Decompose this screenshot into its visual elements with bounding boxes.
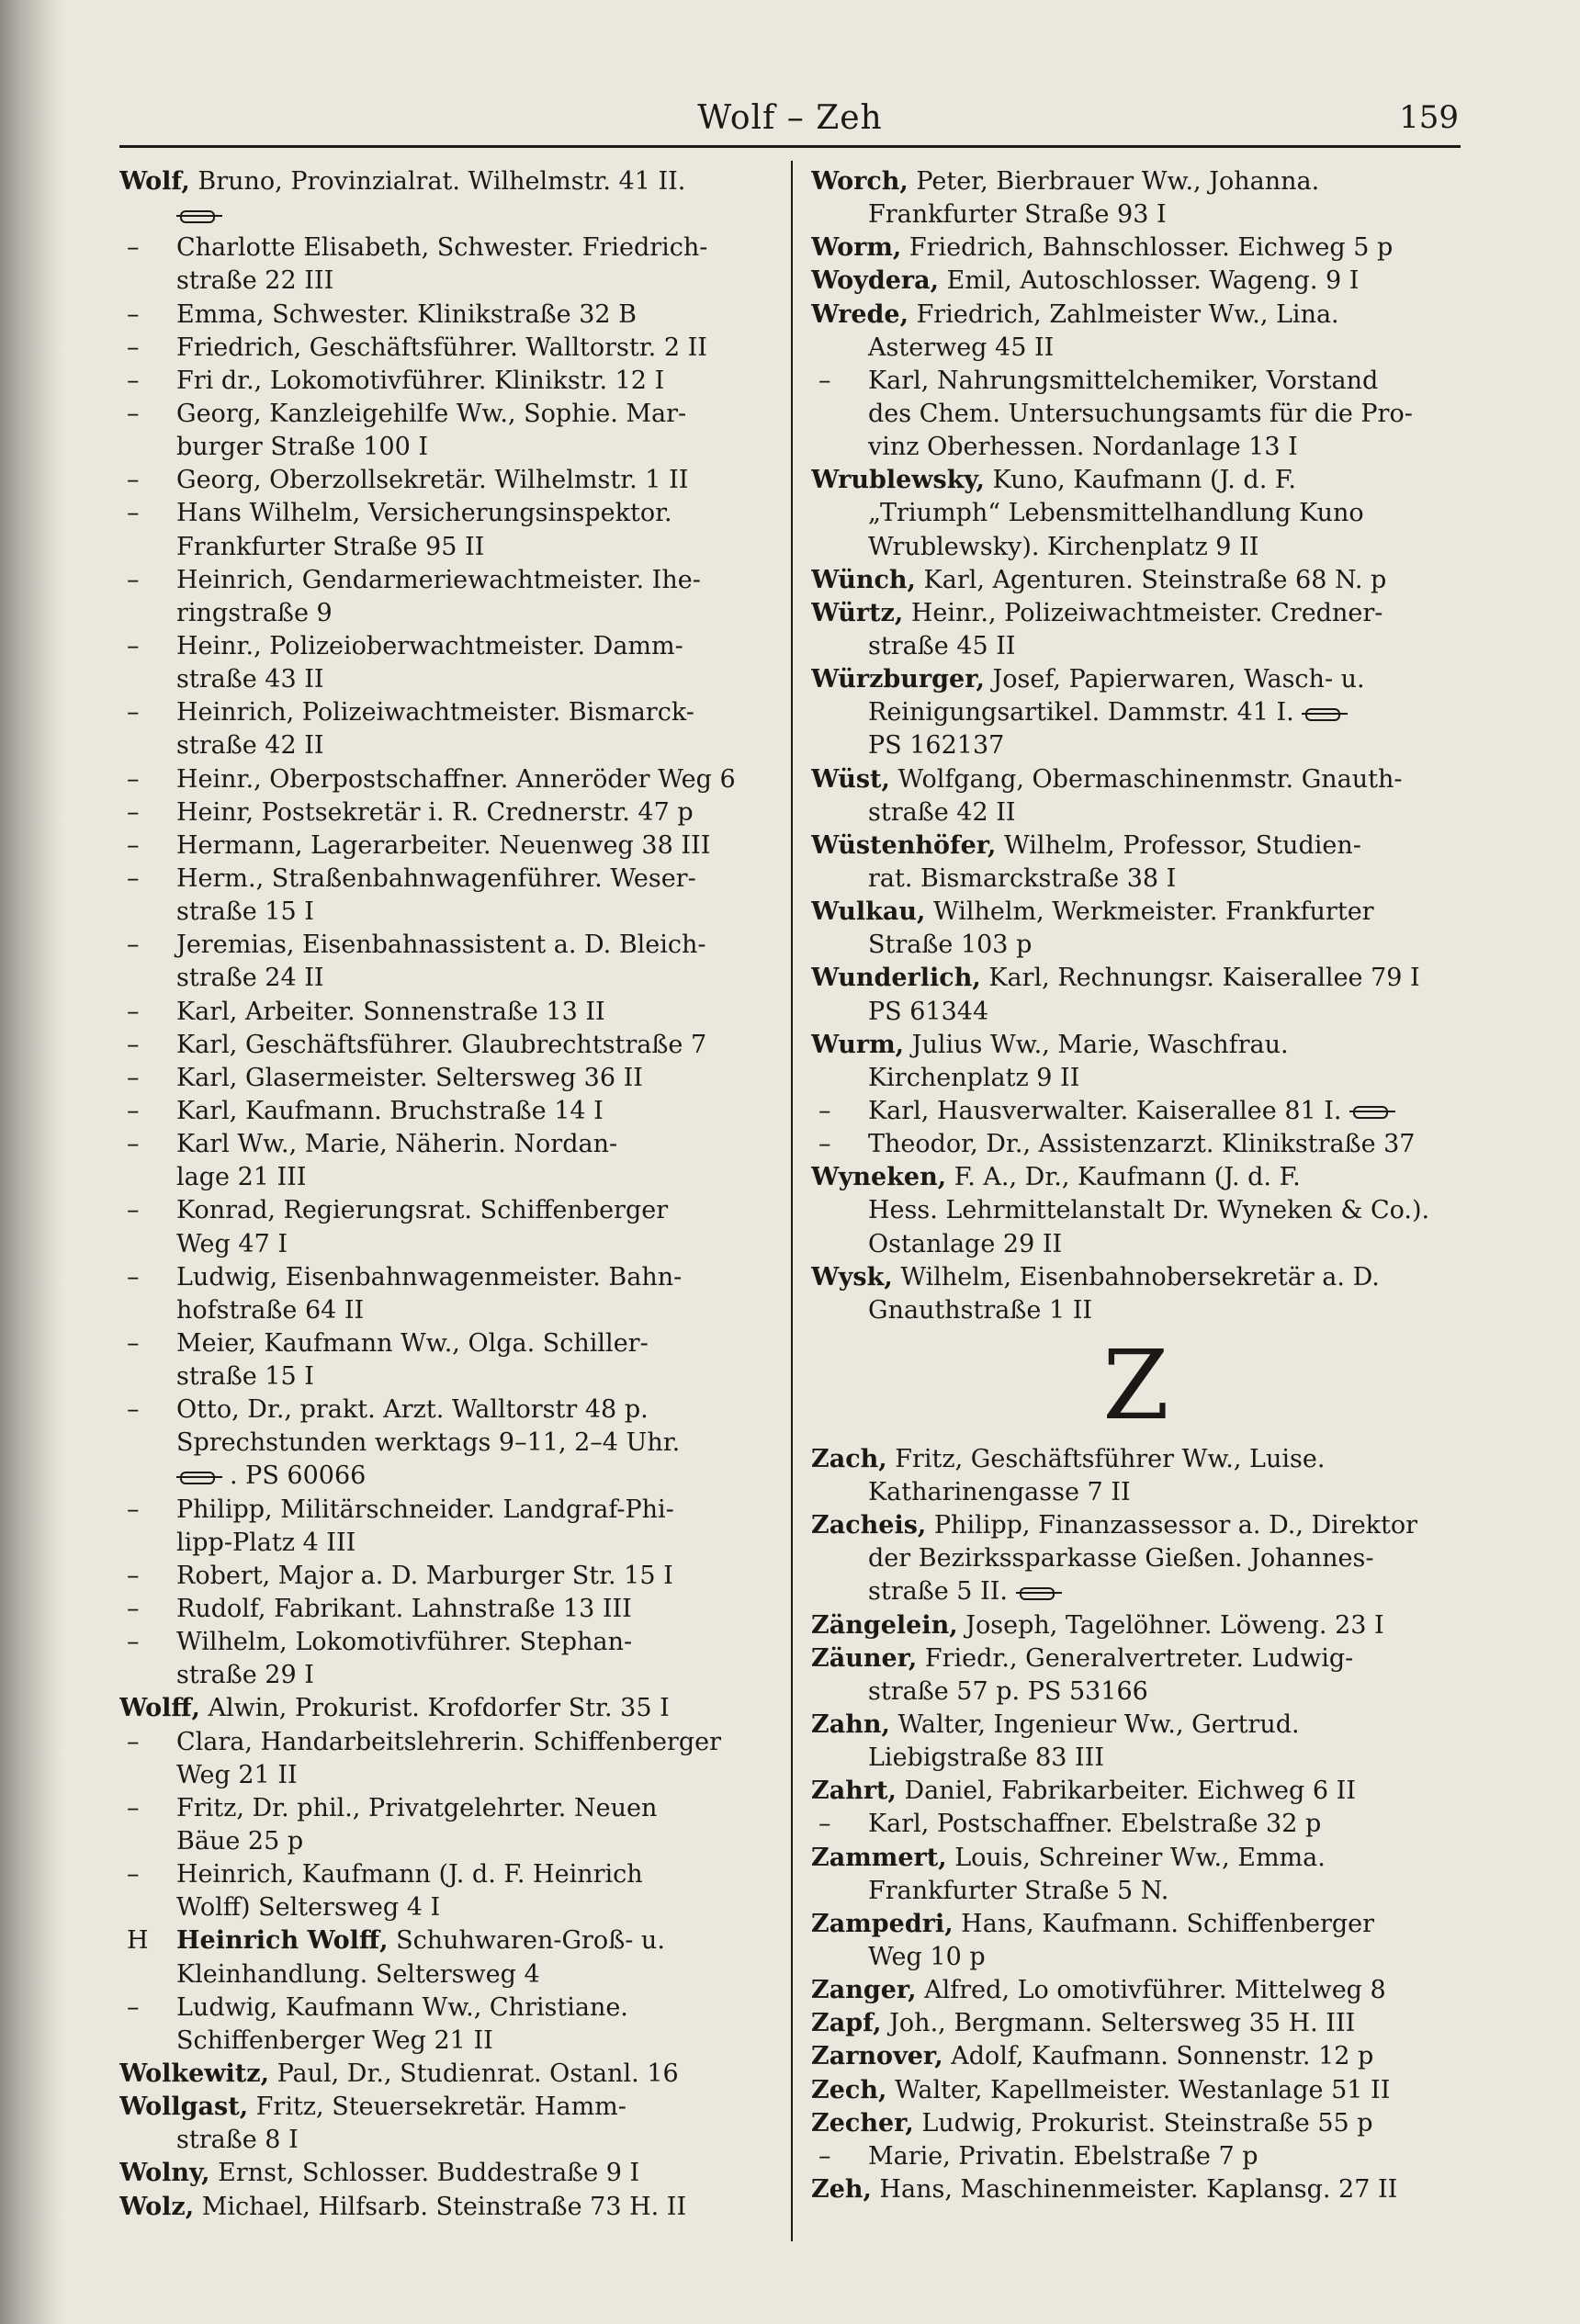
entry-text: Fritz, Geschäftsführer Ww., Luise.	[886, 1444, 1326, 1473]
entry-surname: Zach,	[811, 1444, 887, 1473]
directory-line	[811, 763, 1461, 796]
entry-text: Kuno, Kaufmann (J. d. F.	[984, 466, 1296, 495]
entry-text: Joh., Bergmann. Seltersweg 35 H. III	[881, 2009, 1356, 2038]
entry-text: straße 8 I	[176, 2126, 299, 2155]
entry-surname: Wolf,	[119, 167, 190, 196]
directory-line	[119, 2058, 773, 2091]
entry-text: hofstraße 64 II	[176, 1295, 365, 1325]
directory-line	[811, 1095, 1461, 1128]
entry-text: Frankfurter Straße 95 II	[176, 532, 485, 561]
directory-line	[811, 2074, 1461, 2107]
entry-text: Walter, Ingenieur Ww., Gertrud.	[889, 1710, 1300, 1740]
entry-text: Ludwig, Kaufmann Ww., Christiane.	[176, 1992, 628, 2022]
directory-line	[119, 1161, 773, 1194]
entry-surname: Zahn,	[811, 1710, 890, 1740]
directory-line	[811, 1974, 1461, 2007]
entry-surname: Wolff,	[119, 1694, 200, 1723]
directory-line	[811, 863, 1461, 896]
entry-text: Hans, Kaufmann. Schiffenberger	[953, 1909, 1375, 1938]
directory-line	[119, 198, 773, 231]
entry-text: Philipp, Militärschneider. Landgraf-Phi-	[176, 1495, 674, 1524]
entry-text: Ludwig, Prokurist. Steinstraße 55 p	[913, 2108, 1373, 2138]
telephone-icon	[176, 210, 226, 221]
entry-text: Adolf, Kaufmann. Sonnenstr. 12 p	[942, 2042, 1374, 2071]
directory-line	[811, 464, 1461, 497]
directory-line	[119, 597, 773, 630]
entry-text: Gnauthstraße 1 II	[868, 1295, 1093, 1325]
header-rule	[119, 145, 1461, 148]
entry-text: Fri dr., Lokomotivführer. Klinikstr. 12 I	[176, 366, 665, 395]
directory-line	[811, 1443, 1461, 1476]
directory-line	[119, 398, 773, 431]
entry-surname: Zacheis,	[811, 1511, 927, 1540]
entry-surname: Wrublewsky,	[811, 466, 985, 495]
entry-text: Michael, Hilfsarb. Steinstraße 73 H. II	[194, 2192, 687, 2221]
entry-surname: Wulkau,	[811, 897, 926, 927]
entry-text: Walter, Kapellmeister. Westanlage 51 II	[886, 2075, 1391, 2104]
directory-line	[119, 1692, 773, 1725]
entry-text: Josef, Papierwaren, Wasch- u.	[984, 665, 1365, 694]
directory-line	[119, 1958, 773, 1991]
entry-text: Alwin, Prokurist. Krofdorfer Str. 35 I	[199, 1694, 670, 1723]
directory-line	[119, 696, 773, 729]
entry-surname: Zech,	[811, 2075, 887, 2104]
entry-text: Schiffenberger Weg 21 II	[176, 2025, 493, 2055]
entry-text: ringstraße 9	[176, 598, 333, 627]
directory-line	[811, 2140, 1461, 2173]
entry-text: Friedrich, Zahlmeister Ww., Lina.	[908, 299, 1339, 329]
directory-line	[119, 729, 773, 762]
entry-text: straße 15 I	[176, 1362, 314, 1392]
entry-text: Wrublewsky). Kirchenplatz 9 II	[868, 532, 1259, 561]
entry-text: rat. Bismarckstraße 38 I	[868, 863, 1177, 893]
directory-line	[119, 1095, 773, 1128]
directory-line	[119, 1062, 773, 1095]
entry-surname: Zapf,	[811, 2009, 882, 2038]
directory-line	[811, 829, 1461, 863]
telephone-icon	[176, 1472, 226, 1483]
entry-text: . PS 60066	[230, 1461, 367, 1491]
entry-surname: Worm,	[811, 233, 902, 263]
entry-text: straße 5 II.	[868, 1577, 1008, 1607]
directory-line	[811, 531, 1461, 564]
entry-text: Heinrich, Gendarmeriewachtmeister. Ihe-	[176, 565, 701, 594]
entry-text: burger Straße 100 I	[176, 433, 429, 462]
directory-line	[811, 1709, 1461, 1742]
entry-text: Robert, Major a. D. Marburger Str. 15 I	[176, 1561, 673, 1590]
entry-text: Emma, Schwester. Klinikstraße 32 B	[176, 299, 637, 329]
directory-line	[811, 1476, 1461, 1509]
entry-text: straße 29 I	[176, 1661, 314, 1690]
entry-text: Karl, Glasermeister. Seltersweg 36 II	[176, 1063, 643, 1092]
entry-text: Hans Wilhelm, Versicherungsinspektor.	[176, 499, 672, 528]
telephone-icon	[1016, 1587, 1066, 1598]
entry-text: Wilhelm, Professor, Studien-	[996, 830, 1361, 860]
entry-text: Bruno, Provinzialrat. Wilhelmstr. 41 II.	[189, 167, 686, 196]
entry-text: des Chem. Untersuchungsamts für die Pro-	[868, 399, 1413, 428]
entry-surname: Zarnover,	[811, 2042, 943, 2071]
directory-line	[119, 1891, 773, 1924]
entry-text: Weg 10 p	[868, 1943, 986, 1972]
directory-line	[119, 1527, 773, 1560]
directory-line	[811, 1742, 1461, 1775]
entry-text: straße 42 II	[868, 797, 1016, 827]
entry-text: straße 45 II	[868, 631, 1016, 660]
entry-text: straße 22 III	[176, 266, 334, 296]
entry-text: Schuhwaren-Groß- u.	[388, 1926, 665, 1956]
entry-text: Frankfurter Straße 5 N.	[868, 1876, 1169, 1905]
directory-line	[811, 1509, 1461, 1542]
directory-line	[811, 1842, 1461, 1875]
directory-line	[811, 1161, 1461, 1194]
entry-surname: Zängelein,	[811, 1610, 958, 1640]
directory-line	[119, 2191, 773, 2224]
directory-line	[119, 431, 773, 464]
directory-line	[119, 1560, 773, 1593]
directory-line	[119, 1029, 773, 1062]
directory-line	[811, 231, 1461, 265]
directory-line	[811, 1675, 1461, 1709]
directory-line	[811, 1808, 1461, 1841]
entry-text: Herm., Straßenbahnwagenführer. Weser-	[176, 863, 696, 893]
entry-text: straße 42 II	[176, 731, 324, 761]
directory-line	[119, 796, 773, 829]
directory-line	[119, 1427, 773, 1460]
right-column-w-entries	[811, 165, 1461, 1327]
directory-line	[119, 1327, 773, 1360]
directory-line	[811, 2107, 1461, 2140]
directory-line	[119, 896, 773, 929]
entry-text: Fritz, Dr. phil., Privatgelehrter. Neuen	[176, 1793, 658, 1822]
directory-line	[119, 1726, 773, 1759]
directory-line	[811, 1062, 1461, 1095]
entry-surname: Zampedri,	[811, 1909, 954, 1938]
directory-line	[119, 1460, 773, 1493]
entry-text: Daniel, Fabrikarbeiter. Eichweg 6 II	[896, 1777, 1356, 1806]
directory-line	[119, 265, 773, 298]
entry-text: Liebigstraße 83 III	[868, 1743, 1104, 1773]
entry-surname: Wurm,	[811, 1030, 905, 1059]
entry-text: Karl Ww., Marie, Näherin. Nordan-	[176, 1130, 618, 1159]
entry-text: Wilhelm, Werkmeister. Frankfurter	[925, 897, 1374, 927]
directory-line	[811, 299, 1461, 332]
directory-line	[811, 1775, 1461, 1808]
entry-text: Wolfgang, Obermaschinenmstr. Gnauth-	[889, 764, 1403, 794]
directory-line	[811, 2040, 1461, 2073]
directory-line	[811, 1875, 1461, 1908]
entry-text: Ludwig, Eisenbahnwagenmeister. Bahn-	[176, 1262, 683, 1292]
directory-line	[119, 564, 773, 597]
column-divider	[791, 161, 793, 2241]
directory-line	[811, 962, 1461, 995]
entry-text: Frankfurter Straße 93 I	[868, 200, 1167, 230]
entry-text: Peter, Bierbrauer Ww., Johanna.	[908, 167, 1320, 196]
directory-line	[119, 464, 773, 497]
entry-text: PS 162137	[868, 731, 1005, 761]
entry-text: Heinrich, Kaufmann (J. d. F. Heinrich	[176, 1860, 643, 1890]
page-number: 159	[1399, 99, 1459, 136]
directory-line	[119, 497, 773, 530]
entry-text: Hans, Maschinenmeister. Kaplansg. 27 II	[871, 2175, 1398, 2205]
entry-text: Katharinengasse 7 II	[868, 1478, 1131, 1507]
entry-text: Wilhelm, Eisenbahnobersekretär a. D.	[892, 1262, 1380, 1292]
directory-line	[811, 1575, 1461, 1608]
directory-line	[811, 696, 1461, 729]
entry-text: Marie, Privatin. Ebelstraße 7 p	[868, 2141, 1258, 2171]
entry-text: Ostanlage 29 II	[868, 1229, 1063, 1258]
directory-line	[119, 1128, 773, 1161]
directory-line	[811, 896, 1461, 929]
directory-line	[119, 1759, 773, 1792]
entry-surname: Wysk,	[811, 1262, 893, 1292]
entry-text: Karl, Agenturen. Steinstraße 68 N. p	[915, 565, 1387, 594]
entry-text: Friedrich, Geschäftsführer. Walltorstr. 2 II	[176, 333, 707, 362]
entry-text: Hess. Lehrmittelanstalt Dr. Wyneken & Co.).	[868, 1196, 1430, 1225]
left-column	[119, 165, 773, 2224]
entry-text: Joseph, Tagelöhner. Löweng. 23 I	[957, 1610, 1384, 1640]
entry-surname: Wolny,	[119, 2159, 210, 2188]
entry-surname: Woydera,	[811, 266, 939, 296]
directory-line	[119, 531, 773, 564]
entry-text: Karl, Hausverwalter. Kaiserallee 81 I.	[868, 1096, 1342, 1125]
entry-surname: Würzburger,	[811, 665, 985, 694]
directory-line	[811, 630, 1461, 663]
entry-surname: Wünch,	[811, 565, 916, 594]
directory-line	[811, 1228, 1461, 1261]
entry-text: Heinr., Polizeiwachtmeister. Credner-	[903, 598, 1383, 627]
directory-line	[119, 1194, 773, 1227]
directory-line	[119, 663, 773, 696]
directory-line	[119, 1792, 773, 1825]
directory-line	[119, 929, 773, 962]
entry-text: Georg, Oberzollsekretär. Wilhelmstr. 1 II	[176, 466, 689, 495]
entry-text: straße 15 I	[176, 897, 314, 927]
entry-surname: Heinrich Wolff,	[176, 1926, 389, 1956]
entry-text: Louis, Schreiner Ww., Emma.	[946, 1843, 1326, 1872]
directory-line	[811, 497, 1461, 530]
directory-line	[811, 729, 1461, 762]
directory-line	[811, 1261, 1461, 1294]
telephone-icon	[1302, 708, 1351, 719]
entry-text: Wolff) Seltersweg 4 I	[176, 1893, 441, 1923]
directory-line	[811, 564, 1461, 597]
directory-line	[811, 597, 1461, 630]
entry-text: Sprechstunden werktags 9–11, 2–4 Uhr.	[176, 1428, 681, 1458]
entry-surname: Wollgast,	[119, 2093, 249, 2122]
entry-text: Wilhelm, Lokomotivführer. Stephan-	[176, 1628, 633, 1657]
entry-text: der Bezirkssparkasse Gießen. Johannes-	[868, 1544, 1374, 1574]
directory-line	[811, 996, 1461, 1029]
entry-text: Karl, Geschäftsführer. Glaubrechtstraße 7	[176, 1030, 707, 1059]
entry-text: Heinrich, Polizeiwachtmeister. Bismarck-	[176, 698, 694, 728]
entry-text: lage 21 III	[176, 1163, 307, 1192]
directory-line	[811, 1941, 1461, 1974]
directory-line	[119, 863, 773, 896]
entry-text: Weg 47 I	[176, 1229, 288, 1258]
entry-text: Karl, Postschaffner. Ebelstraße 32 p	[868, 1810, 1322, 1839]
directory-line	[811, 663, 1461, 696]
entry-text: Fritz, Steuersekretär. Hamm-	[248, 2093, 626, 2122]
directory-line	[119, 763, 773, 796]
entry-text: Rudolf, Fabrikant. Lahnstraße 13 III	[176, 1595, 632, 1624]
directory-line	[119, 2157, 773, 2190]
entry-text: Heinr., Polizeioberwachtmeister. Damm-	[176, 631, 683, 660]
entry-surname: Zammert,	[811, 1843, 947, 1872]
entry-text: Bäue 25 p	[176, 1827, 304, 1856]
directory-line	[119, 1494, 773, 1527]
directory-line	[119, 829, 773, 863]
entry-surname: Zecher,	[811, 2108, 914, 2138]
entry-text: F. A., Dr., Kaufmann (J. d. F.	[946, 1163, 1301, 1192]
directory-line	[119, 231, 773, 265]
entry-text: Clara, Handarbeitslehrerin. Schiffenberger	[176, 1727, 721, 1756]
directory-line	[811, 1542, 1461, 1575]
entry-text: Weg 21 II	[176, 1760, 298, 1789]
entry-text: straße 24 II	[176, 964, 324, 993]
entry-text: Georg, Kanzleigehilfe Ww., Sophie. Mar-	[176, 399, 687, 428]
directory-line	[119, 2091, 773, 2124]
entry-text: straße 57 p. PS 53166	[868, 1676, 1148, 1706]
entry-text: Paul, Dr., Studienrat. Ostanl. 16	[268, 2059, 679, 2089]
directory-line	[119, 630, 773, 663]
directory-line	[811, 796, 1461, 829]
entry-surname: Zanger,	[811, 1976, 917, 2005]
entry-surname: Wüst,	[811, 764, 890, 794]
book-gutter	[0, 0, 64, 2324]
directory-line	[119, 1626, 773, 1659]
right-column	[811, 165, 1461, 2206]
directory-line	[119, 1360, 773, 1393]
entry-text: Hermann, Lagerarbeiter. Neuenweg 38 III	[176, 830, 711, 860]
directory-line	[119, 165, 773, 198]
entry-text: Meier, Kaufmann Ww., Olga. Schiller-	[176, 1328, 649, 1358]
entry-text: Heinr., Oberpostschaffner. Anneröder Weg 6	[176, 764, 736, 794]
entry-text: Konrad, Regierungsrat. Schiffenberger	[176, 1196, 669, 1225]
entry-text: straße 43 II	[176, 665, 324, 694]
entry-text: Ernst, Schlosser. Buddestraße 9 I	[209, 2159, 640, 2188]
entry-text: Friedr., Generalvertreter. Ludwig-	[917, 1643, 1354, 1673]
entry-text: Straße 103 p	[868, 931, 1033, 960]
entry-text: Kirchenplatz 9 II	[868, 1063, 1080, 1092]
directory-line	[119, 1659, 773, 1692]
directory-line	[811, 1642, 1461, 1675]
entry-text: Philipp, Finanzassessor a. D., Direktor	[926, 1511, 1418, 1540]
entry-text: Reinigungsartikel. Dammstr. 41 I.	[868, 698, 1294, 728]
entry-text: lipp-Platz 4 III	[176, 1528, 356, 1557]
directory-line	[119, 1924, 773, 1957]
entry-text: PS 61344	[868, 997, 989, 1026]
directory-line	[811, 398, 1461, 431]
entry-surname: Wrede,	[811, 299, 908, 329]
entry-surname: Zäuner,	[811, 1643, 918, 1673]
directory-line	[811, 2173, 1461, 2206]
entry-text: Charlotte Elisabeth, Schwester. Friedrich-	[176, 233, 708, 263]
directory-line	[811, 198, 1461, 231]
directory-line	[119, 1393, 773, 1427]
entry-text: Karl, Kaufmann. Bruchstraße 14 I	[176, 1096, 604, 1125]
directory-line	[811, 1908, 1461, 1941]
section-letter-z: Z	[1102, 1328, 1169, 1441]
entry-surname: Worch,	[811, 167, 908, 196]
directory-line	[811, 265, 1461, 298]
directory-line	[119, 1858, 773, 1891]
directory-line	[811, 1029, 1461, 1062]
directory-line	[119, 1991, 773, 2025]
directory-line	[119, 1294, 773, 1327]
entry-surname: Wyneken,	[811, 1163, 947, 1192]
entry-text: Jeremias, Eisenbahnassistent a. D. Bleich-	[176, 931, 706, 960]
directory-line	[119, 365, 773, 398]
entry-surname: Zeh,	[811, 2175, 872, 2205]
directory-line	[119, 2124, 773, 2157]
directory-line	[811, 332, 1461, 365]
entry-surname: Wüstenhöfer,	[811, 830, 997, 860]
directory-line	[811, 2007, 1461, 2040]
directory-line	[119, 2025, 773, 2058]
entry-text: vinz Oberhessen. Nordanlage 13 I	[868, 433, 1298, 462]
entry-text: Julius Ww., Marie, Waschfrau.	[904, 1030, 1289, 1059]
entry-text: „Triumph“ Lebensmittelhandlung Kuno	[868, 499, 1364, 528]
directory-line	[119, 1593, 773, 1626]
entry-text: Karl, Nahrungsmittelchemiker, Vorstand	[868, 366, 1379, 395]
telephone-icon	[1349, 1106, 1399, 1117]
directory-line	[811, 1194, 1461, 1227]
directory-line	[811, 165, 1461, 198]
directory-line	[811, 1609, 1461, 1642]
directory-line	[811, 929, 1461, 962]
directory-line	[811, 1128, 1461, 1161]
directory-line	[811, 431, 1461, 464]
directory-line	[811, 365, 1461, 398]
entry-surname: Wolz,	[119, 2192, 195, 2221]
directory-line	[119, 1228, 773, 1261]
entry-text: Asterweg 45 II	[868, 333, 1055, 362]
entry-text: Theodor, Dr., Assistenzarzt. Klinikstraße 37	[868, 1130, 1416, 1159]
entry-text: Otto, Dr., prakt. Arzt. Walltorstr 48 p.	[176, 1395, 649, 1425]
directory-line	[119, 962, 773, 995]
entry-text: Kleinhandlung. Seltersweg 4	[176, 1959, 540, 1989]
entry-text: Alfred, Lo omotivführer. Mittelweg 8	[916, 1976, 1386, 2005]
directory-line	[119, 1261, 773, 1294]
entry-surname: Wunderlich,	[811, 964, 981, 993]
page-header-title: Wolf – Zeh	[697, 99, 883, 137]
directory-line	[119, 1825, 773, 1858]
directory-line	[119, 996, 773, 1029]
directory-line	[119, 299, 773, 332]
entry-surname: Würtz,	[811, 598, 904, 627]
entry-surname: Zahrt,	[811, 1777, 897, 1806]
right-column-z-entries	[811, 1443, 1461, 2206]
entry-text: Emil, Autoschlosser. Wageng. 9 I	[939, 266, 1360, 296]
entry-surname: Wolkewitz,	[119, 2059, 269, 2089]
entry-text: Karl, Rechnungsr. Kaiserallee 79 I	[980, 964, 1420, 993]
entry-text: Friedrich, Bahnschlosser. Eichweg 5 p	[901, 233, 1394, 263]
entry-text: Karl, Arbeiter. Sonnenstraße 13 II	[176, 997, 605, 1026]
directory-line	[119, 332, 773, 365]
entry-text: Heinr, Postsekretär i. R. Crednerstr. 47 p	[176, 797, 694, 827]
directory-line	[811, 1294, 1461, 1327]
